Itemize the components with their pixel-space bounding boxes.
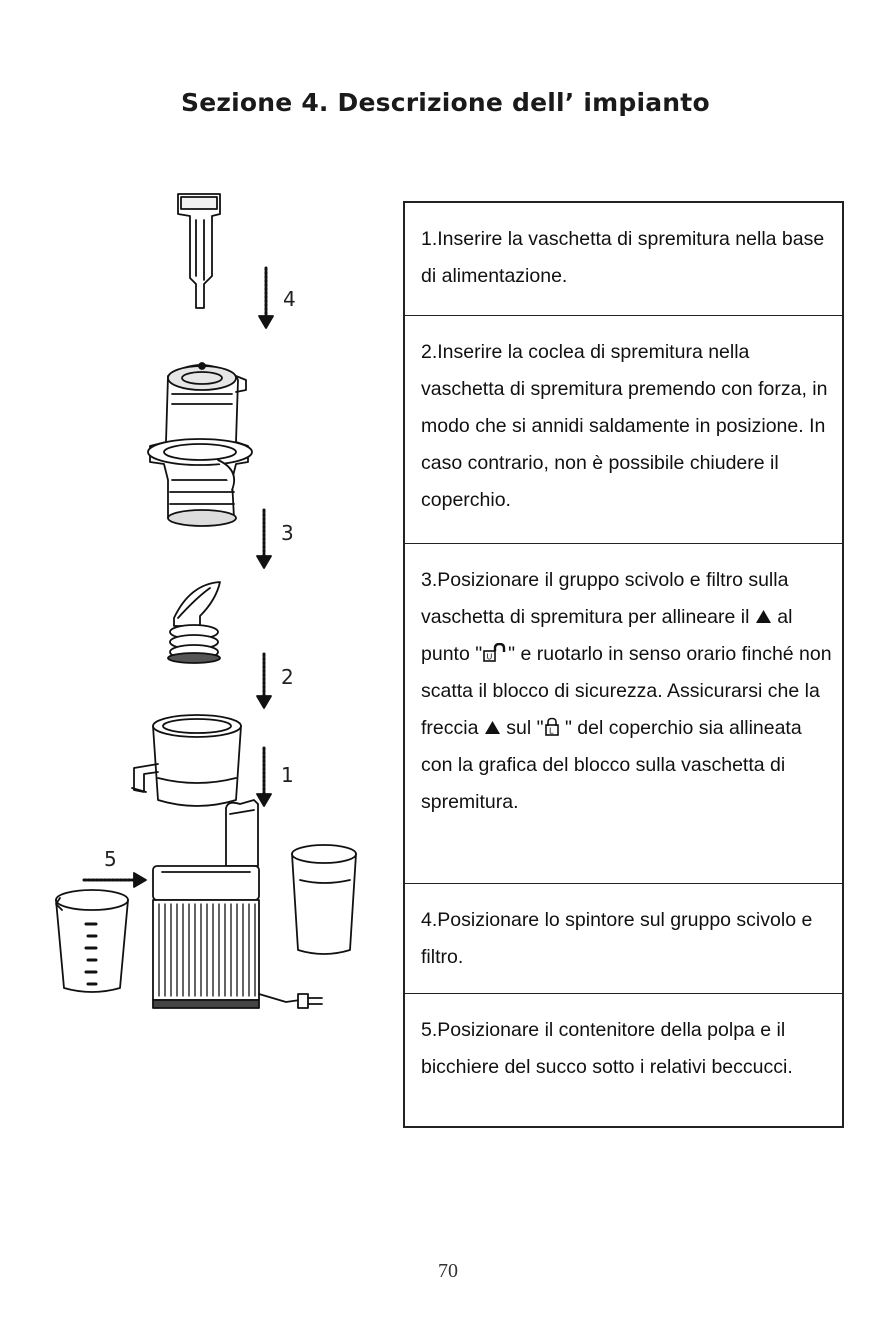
step-4 xyxy=(405,883,842,993)
step-2 xyxy=(405,315,842,543)
arrow-label-2: 2 xyxy=(281,665,294,689)
svg-text:L: L xyxy=(548,726,554,736)
pulp-container-image xyxy=(292,845,356,954)
arrow-label-3: 3 xyxy=(281,521,294,545)
arrow-label-4: 4 xyxy=(283,287,296,311)
step-3 xyxy=(405,543,842,883)
motor-base-image xyxy=(153,800,322,1008)
step-1 xyxy=(405,203,842,315)
arrow-2 xyxy=(257,654,271,708)
assembly-steps-box xyxy=(403,201,844,1128)
step-3-text: 3.Posizionare il gruppo scivolo e filtro sulla vaschetta di spremitura per allineare il al punto " U " e ruotarlo in senso orario finché non scatta il blocco di sicurezza. Assicurarsi che la freccia sul " L " del coperchio sia allineata con la grafica del blocco sulla vaschetta di spremitura. xyxy=(421,569,832,813)
svg-text:U: U xyxy=(486,652,493,662)
step-5-text: 5.Posizionare il contenitore della polpa e il bicchiere del succo sotto i relativi beccucci. xyxy=(421,1019,793,1078)
step-1-text: 1.Inserire la vaschetta di spremitura nella base di alimentazione. xyxy=(421,228,825,287)
arrow-5 xyxy=(84,873,146,887)
section-title: Sezione 4. Descrizione dell’ impianto xyxy=(181,88,710,117)
lock-icon xyxy=(544,717,560,737)
step-2-text: 2.Inserire la coclea di spremitura nella vaschetta di spremitura premendo con forza, in modo che si annidi saldamente in posizione. In caso contrario, non è possibile chiudere il coperchio. xyxy=(421,341,828,511)
arrow-4 xyxy=(259,268,273,328)
juice-jug-image xyxy=(56,890,128,992)
step-5 xyxy=(405,993,842,1128)
arrow-label-1: 1 xyxy=(281,763,294,787)
auger-part-image xyxy=(168,582,220,663)
juicer-assembly-illustration xyxy=(50,180,380,1030)
chute-filter-assembly-image xyxy=(148,363,252,526)
triangle-up-icon xyxy=(484,720,501,735)
juicing-bowl-image xyxy=(132,715,241,806)
step-4-text: 4.Posizionare lo spintore sul gruppo scivolo e filtro. xyxy=(421,909,813,968)
page-number: 70 xyxy=(438,1260,458,1282)
triangle-up-icon xyxy=(755,609,772,624)
arrow-1 xyxy=(257,748,271,806)
pusher-part-image xyxy=(178,194,220,308)
arrow-label-5: 5 xyxy=(104,847,117,871)
unlock-icon xyxy=(482,643,508,663)
arrow-3 xyxy=(257,510,271,568)
